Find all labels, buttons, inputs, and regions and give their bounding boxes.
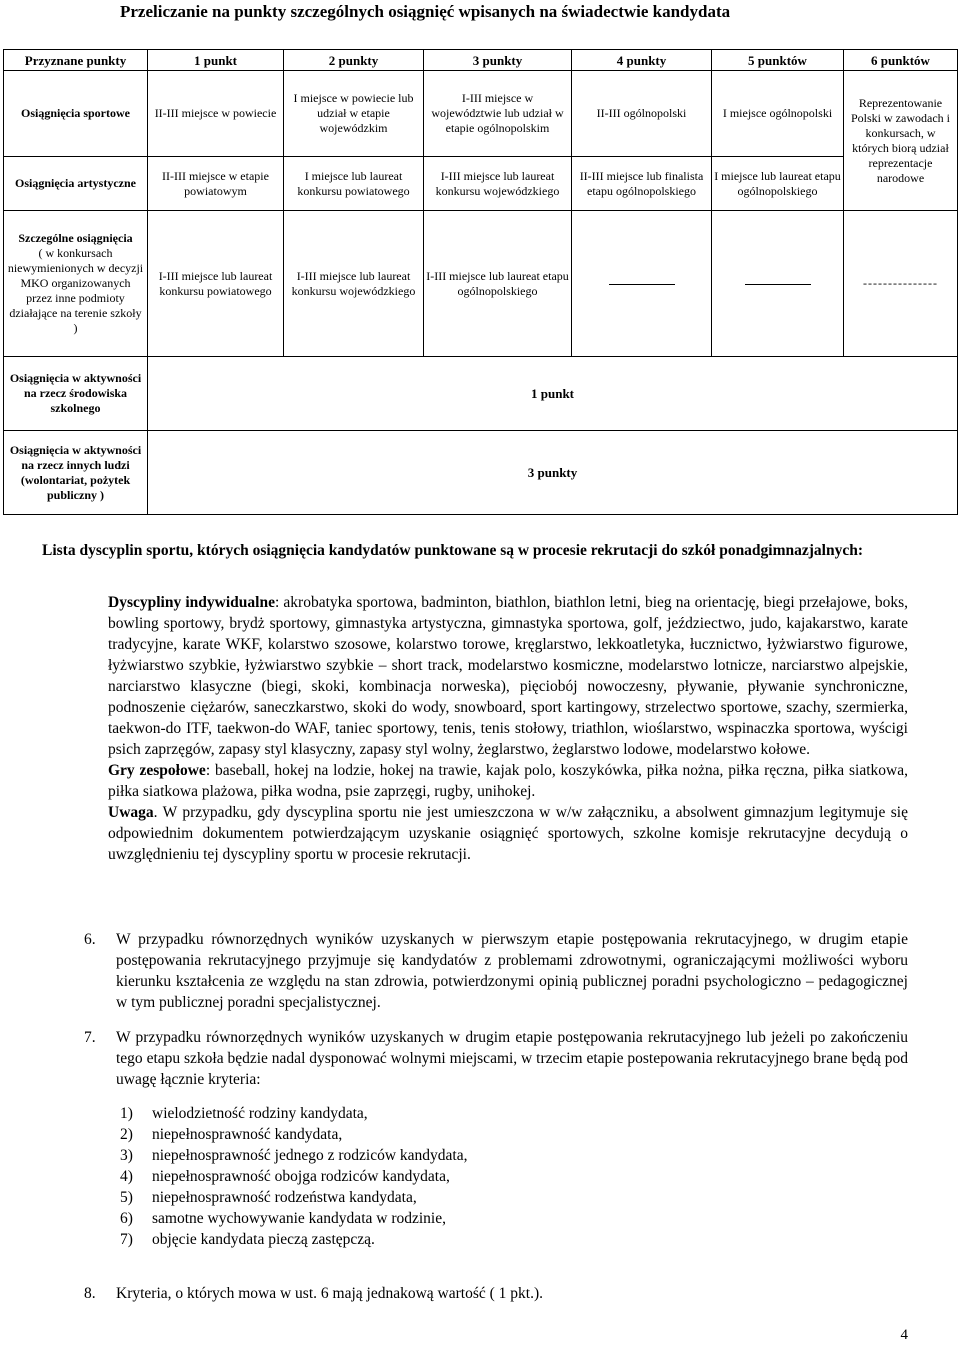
table-row-special <box>4 211 958 357</box>
list-number: 5) <box>120 1189 133 1206</box>
team-paragraph <box>108 760 908 802</box>
special-description: ( w konkursach niewymienionych w decyzji MKO organizowanych przez inne podmioty działające na terenie szkoły ) <box>7 246 144 335</box>
list-text: wielodzietność rodziny kandydata, <box>152 1105 368 1122</box>
header-cell: 4 punkty <box>572 50 712 71</box>
dash-line <box>745 284 811 285</box>
row-label-volunteer: Osiągnięcia w aktywności na rzecz innych ludzi (wolontariat, pożytek publiczny ) <box>4 431 148 515</box>
empty-cell <box>712 211 844 357</box>
table-cell: I-III miejsce w województwie lub udział w etapie ogólnopolskim <box>424 71 572 157</box>
item-text: W przypadku równorzędnych wyników uzyskanych w drugim etapie postępowania rekrutacyjnego lub jeżeli po zakończeniu tego etapu szkoła będzie nadal dysponować wolnymi miejscami, w trzecim etapie postepowania rekrutacyjnego brane będą pod uwagę łącznie kryteria: <box>116 1029 908 1088</box>
list-number: 4) <box>120 1168 133 1185</box>
table-cell: I miejsce lub laureat etapu ogólnopolskiego <box>712 157 844 211</box>
item-number: 6. <box>84 931 96 948</box>
table-cell: I-III miejsce lub laureat konkursu powiatowego <box>148 211 284 357</box>
list-text: niepełnosprawność kandydata, <box>152 1126 343 1143</box>
table-cell: I-III miejsce lub laureat etapu ogólnopolskiego <box>424 211 572 357</box>
item-number: 7. <box>84 1029 96 1046</box>
dashes-cell: --------------- <box>844 211 958 357</box>
item-7 <box>84 1027 908 1090</box>
item-6 <box>84 929 908 1013</box>
header-cell: 5 punktów <box>712 50 844 71</box>
list-text: objęcie kandydata pieczą zastępczą. <box>152 1231 375 1248</box>
item-text: Kryteria, o których mowa w ust. 6 mają jednakową wartość ( 1 pkt.). <box>116 1285 543 1302</box>
item-text: W przypadku równorzędnych wyników uzyskanych w pierwszym etapie postępowania rekrutacyjnego, w drugim etapie postępowania rekrutacyjnego przyjmuje się kandydatów z problemami zdrowotnymi, ograniczającymi możliwości wyboru kierunku kształcenia ze względu na stan zdrowia, potwierdzonymi opinią publicznej poradni psychologiczno – pedagogicznej w tym publicznej poradni specjalistycznej. <box>116 931 908 1011</box>
row-label-school: Osiągnięcia w aktywności na rzecz środowiska szkolnego <box>4 357 148 431</box>
row-label-special <box>4 211 148 357</box>
item-number: 8. <box>84 1285 96 1302</box>
table-row-volunteer <box>4 431 958 515</box>
page-title: Przeliczanie na punkty szczególnych osiągnięć wpisanych na świadectwie kandydata <box>120 2 731 21</box>
list-item <box>120 1229 468 1250</box>
header-cell: 6 punktów <box>844 50 958 71</box>
note-label: Uwaga <box>108 804 154 821</box>
table-cell: II-III miejsce w powiecie <box>148 71 284 157</box>
dash-line <box>609 284 675 285</box>
criteria-list <box>120 1103 468 1250</box>
list-number: 2) <box>120 1126 133 1143</box>
volunteer-points: 3 punkty <box>148 431 958 515</box>
special-label: Szczególne osiągnięcia <box>18 231 133 245</box>
table-row-art <box>4 157 958 211</box>
school-points: 1 punkt <box>148 357 958 431</box>
table-cell: II-III miejsce lub finalista etapu ogólnopolskiego <box>572 157 712 211</box>
individual-label: Dyscypliny indywidualne <box>108 594 275 611</box>
row-label-art: Osiągnięcia artystyczne <box>4 157 148 211</box>
note-paragraph <box>108 802 908 865</box>
list-item <box>120 1166 468 1187</box>
list-item <box>120 1145 468 1166</box>
list-text: samotne wychowywanie kandydata w rodzinie, <box>152 1210 446 1227</box>
table-cell: I miejsce w powiecie lub udział w etapie wojewódzkim <box>284 71 424 157</box>
row-label-sport: Osiągnięcia sportowe <box>4 71 148 157</box>
empty-cell <box>572 211 712 357</box>
team-label: Gry zespołowe <box>108 762 206 779</box>
list-item <box>120 1124 468 1145</box>
header-cell: 1 punkt <box>148 50 284 71</box>
header-cell: 2 punkty <box>284 50 424 71</box>
note-text: . W przypadku, gdy dyscyplina sportu nie jest umieszczona w w/w załączniku, a absolwent gimnazjum legitymuje się odpowiednim dokumentem potwierdzającym uzyskanie osiągnięć sportowych, szkolne komisje rekrutacyjne decydują o uwzględnieniu tej dyscypliny sportu w procesie rekrutacji. <box>108 804 908 863</box>
table-row-sport <box>4 71 958 157</box>
list-number: 7) <box>120 1231 133 1248</box>
list-text: niepełnosprawność rodzeństwa kandydata, <box>152 1189 417 1206</box>
item-8 <box>84 1283 908 1304</box>
list-text: niepełnosprawność obojga rodziców kandydata, <box>152 1168 450 1185</box>
list-item <box>120 1187 468 1208</box>
list-item <box>120 1208 468 1229</box>
points-table <box>3 49 958 515</box>
table-cell: II-III miejsce w etapie powiatowym <box>148 157 284 211</box>
table-cell: I-III miejsce lub laureat konkursu wojewódzkiego <box>284 211 424 357</box>
header-cell: 3 punkty <box>424 50 572 71</box>
table-row-school <box>4 357 958 431</box>
table-header-row <box>4 50 958 71</box>
table-cell: I miejsce ogólnopolski <box>712 71 844 157</box>
table-cell: I-III miejsce lub laureat konkursu wojewódzkiego <box>424 157 572 211</box>
sports-heading: Lista dyscyplin sportu, których osiągnięcia kandydatów punktowane są w procesie rekrutacji do szkół ponadgimnazjalnych: <box>42 542 864 559</box>
individual-paragraph <box>108 592 908 760</box>
sports-section <box>108 592 908 865</box>
list-number: 6) <box>120 1210 133 1227</box>
page-number: 4 <box>900 1327 908 1343</box>
table-cell: II-III ogólnopolski <box>572 71 712 157</box>
six-points-cell: Reprezentowanie Polski w zawodach i konkursach, w których biorą udział reprezentacje narodowe <box>844 71 958 211</box>
list-number: 1) <box>120 1105 133 1122</box>
header-cell: Przyznane punkty <box>4 50 148 71</box>
list-number: 3) <box>120 1147 133 1164</box>
table-cell: I miejsce lub laureat konkursu powiatowego <box>284 157 424 211</box>
individual-text: : akrobatyka sportowa, badminton, biathlon, biathlon letni, bieg na orientację, biegi przełajowe, boks, bowling sportowy, brydż sportowy, gimnastyka artystyczna, gimnastyka sportowa, golf, jeździectwo, judo, kajakarstwo, karate tradycyjne, karate WKF, kolarstwo szosowe, kolarstwo torowe, kręglarstwo, lekkoatletyka, łucznictwo, łyżwiarstwo figurowe, łyżwiarstwo szybkie, łyżwiarstwo szybkie – short track, modelarstwo kosmiczne, modelarstwo lotnicze, narciarstwo alpejskie, narciarstwo klasyczne (biegi, skoki, kombinacja norweska), pięciobój nowoczesny, pływanie, pływanie synchroniczne, podnoszenie ciężarów, saneczkarstwo, skoki do wody, snowboard, sport kartingowy, strzelectwo sportowe, szachy, szermierka, taekwon-do ITF, taekwon-do WAF, taniec sportowy, tenis, tenis stołowy, triathlon, wioślarstwo, wspinaczka sportowa, wyścigi psich zaprzęgów, zapasy styl klasyczny, zapasy styl wolny, żeglarstwo, żeglarstwo lodowe, modelarstwo kołowe. <box>108 594 909 758</box>
list-text: niepełnosprawność jednego z rodziców kandydata, <box>152 1147 468 1164</box>
list-item <box>120 1103 468 1124</box>
team-text: : baseball, hokej na lodzie, hokej na trawie, kajak polo, koszykówka, piłka nożna, piłka ręczna, piłka siatkowa, piłka siatkowa plażowa, piłka wodna, psie zaprzęgi, rugby, unihokej. <box>108 762 908 800</box>
